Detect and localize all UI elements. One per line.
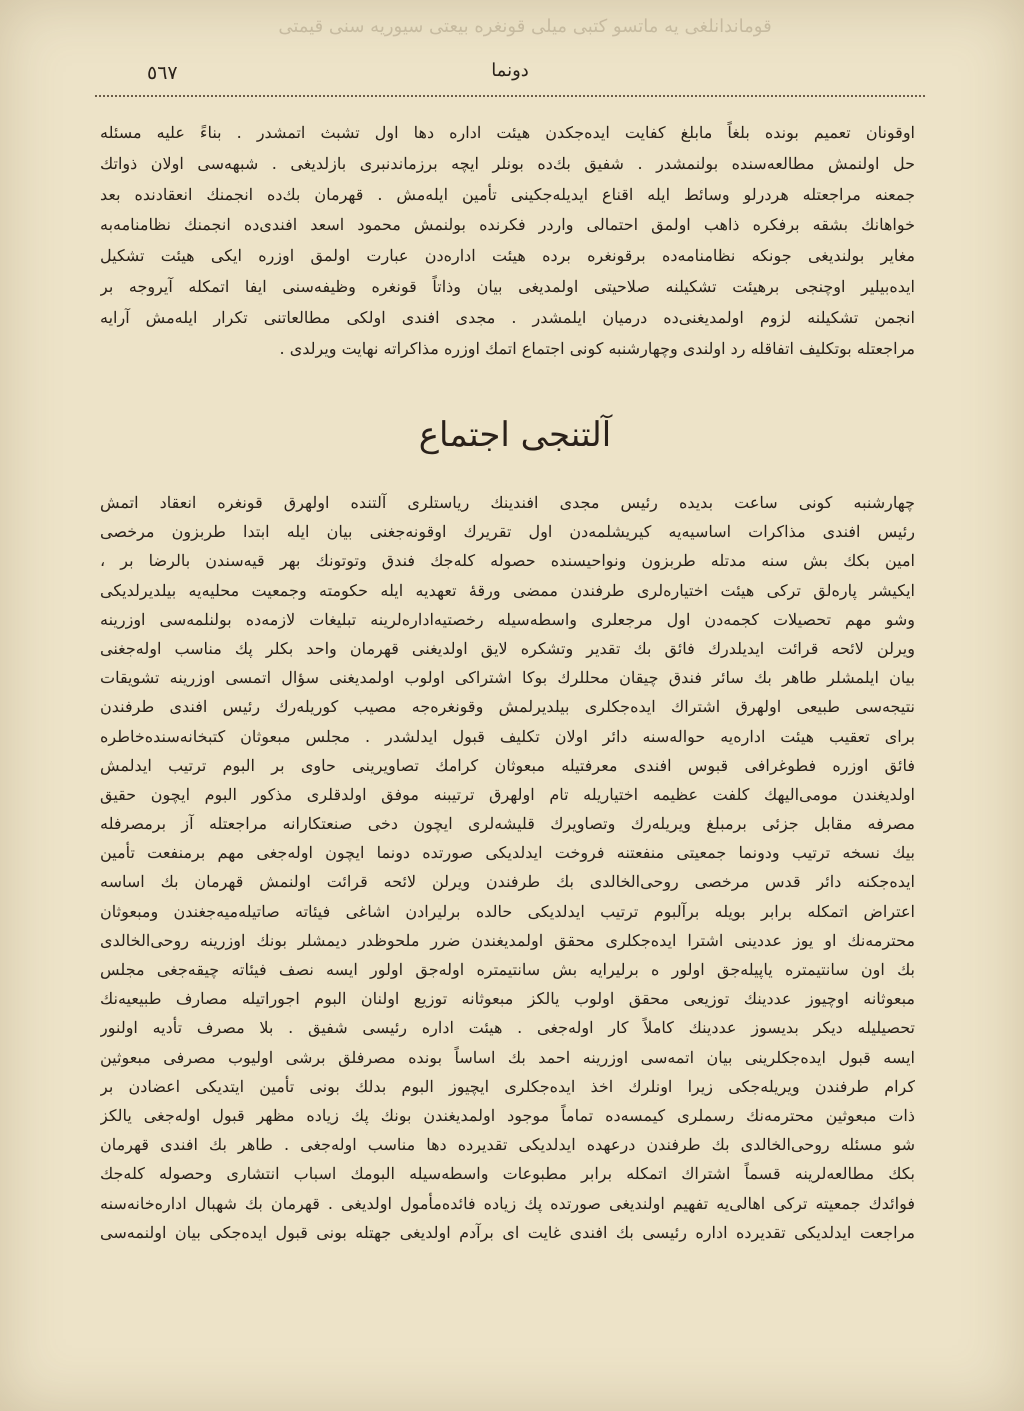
text-line: بیان ایلمشلر طاهر بك سائر فندق چیقان محللرك بوکا اشتراکی اولوب اولمدیغنی سؤال اتمسی اوزرینه تشویقات: [100, 668, 915, 688]
text-line: انجمن تشکیلنه لزوم اولمدیغنی‌ده درمیان ایلمشدر . مجدی افندی اولکی مطالعاتنی تکرار ایله‌مش آرایه: [100, 307, 915, 327]
text-line: چهارشنبه کونی ساعت بدیده رئیس مجدی افندینك ریاستلری آلتنده اولهرق قونغره انعقاد اتمش: [100, 493, 915, 512]
text-line: مراجعتله بوتکلیف اتفاقله رد اولندی وچهارشنبه کونی اجتماع اتمك اوزره مذاکراته نهایت ویرلدی .: [279, 338, 915, 358]
text-line: محترمه‌نك او یوز عددینی اشترا ایده‌جکلری محقق اولمدیغندن ضرر ملحوظدر دیمشلر بونك اوزرینه روحی‌الخالدی: [100, 930, 915, 950]
text-line: مصرفه مقابل جزئی برمبلغ ویریله‌رك وتصاویرك قلیشه‌لری ایچون دخی صنعتکارانه مراجعتله آز برمصرفله: [100, 814, 915, 834]
text-line: ذات مبعوثین محترمه‌نك رسملری کیمسه‌ده تماماً موجود اولمدیغندن بونك پك زیاده مظهر قبول اوله‌جغی یالکز: [100, 1105, 915, 1125]
text-line: خواهانك بشقه برفکره ذاهب اولمق احتمالی واردر فکرنده بولنمش محمود اسعد افندی‌ده انجمنك نظامنامه‌به: [100, 215, 915, 235]
text-line: اولدیغندن مومی‌الیهك کلفت عظیمه اختیاریله تام اولهرق ترتیبنه موفق اولدقلری مذکور البوم ایچون حقیق: [100, 784, 915, 804]
text-line: بیك نسخه ترتیب ودونما جمعیتی منفعتنه فروخت ایدلدیکی صورتده دونما ایچون اوله‌جغی مهم برمنفعت تأمین: [100, 843, 915, 863]
text-line: شو مسئله روحی‌الخالدی بك طرفندن درعهده ایدلدیکی تقدیرده دها مناسب اوله‌جغی . طاهر بك افندی قهرمان: [100, 1135, 915, 1155]
text-line: ایده‌بیلیر اوچنجی برهیئت تشکیلنه صلاحیتی اولمدیغی بیان وذاتاً قونغره وظیفه‌سنی ایفا اتمکله آیروجه بر: [100, 276, 915, 296]
text-line: حل اولنمش مطالعه‌سنده بولنمشدر . شفیق بك‌ده بونلر ایچه برزماندنبری بازلدیغی . شبهه‌سی اولان ذواتك: [100, 153, 915, 173]
text-line: کرام طرفندن ویریله‌جکی زیرا اونلرك اخذ ایده‌جکلری ایچیوز البوم بدلك بونی تأمین ایتدیکی اعضادن بر: [100, 1076, 915, 1096]
text-line: برای تعقیب هیئت اداره‌یه حواله‌سنه دائر اولان تکلیف قبول ایدلشدر . مجلس مبعوثان کتبخانه‌سنده‌خاطره: [100, 726, 915, 746]
text-line: رئیس افندی مذاکرات اساسیه‌یه کیریشلمه‌دن اول تقریرك اوقونه‌جغنی بیان ایله ابتدا طربزون مرخصی: [100, 522, 915, 542]
text-line: نتیجه‌سی طبیعی اولهرق اشتراك ایده‌جکلری بیلدیرلمش وقونغره‌جه مصیب کوریله‌رك رئیس افندی طرفندن: [100, 697, 915, 717]
text-line: مبعوثانه اوچیوز عددینك توزیعی محقق اولوب یالکز مبعوثانه توزیع اولنان البوم اجوراتیله مصارف طبیعیه‌نك: [100, 989, 915, 1009]
text-line: بك اون سانتیمتره یاپیله‌جق اولور ه برلیرایه بش سانتیمتره اوله‌جق اولور ایسه نصف فیئاته چیقه‌جغی مجلس: [100, 960, 915, 979]
text-line: ایده‌جکنه دائر قدس مرخصی روحی‌الخالدی بك طرفندن ویرلن لائحه قرائت اولنمش قهرمان بك اساسه: [100, 872, 915, 892]
header-divider: [95, 95, 925, 97]
text-line: تحصیلیله دیکر بدیسوز عددینك کاملاً کار اوله‌جغی . هیئت اداره رئیسی شفیق . بلا مصرف تأدیه اولنور: [100, 1018, 915, 1038]
text-line: وشو مهم تحصیلات کجمه‌دن اول مرجعلری واسطه‌سیله رخصتیه‌اداره‌لرینه تبلیغات لازمه‌ده بولنلمه‌سی اوزرینه: [100, 609, 915, 629]
running-title: دونما: [491, 60, 529, 81]
text-line: ایکیشر پاره‌لق ترکی هیئت اختیاره‌لری طرفندن ممضی ورقهٔ تعهدیه ایله حکومته وجمعیت محلیه‌یه بیلدیرلدیکی: [100, 580, 915, 600]
text-line: اوقونان تعمیم بونده بلغاً مابلغ کفایت ایده‌جکدن هیئت اداره دها اول تشبث اتمشدر . بناءً علیه مسئله: [100, 123, 915, 142]
text-line: امین بکك بش سنه مدتله طربزون ونواحیسنده حصوله کله‌جك فندق وتوتونك بهر قیه‌سندن بالرضا بر ،: [100, 551, 915, 571]
bleed-through-text: قوماندانلغی یه ماتسو کتبی میلی قونغره بیعتی سیوریه سنی قیمتی: [278, 16, 772, 37]
text-line: اعتراض اتمکله برابر بویله برآلبوم ترتیب ایدلدیکی حالده برلیرادن اشاغی فیئاته صاتیله‌میه‌جغندن ومبعوثان: [100, 901, 915, 921]
text-line: مغایر بولندیغی جونکه نظامنامه‌ده برقونغره برده هیئت اداره‌دن عبارت اولمق اوزره ایکی هیئت تشکیل: [100, 246, 915, 266]
page-number: ٥٦٧: [147, 62, 178, 84]
section-heading: آلتنجی اجتماع: [418, 415, 612, 455]
paragraph-previous-meeting: [100, 118, 915, 364]
text-line: بکك مطالعه‌لرینه قسماً اشتراك اتمکله برابر مطبوعات واسطه‌سیله البومك اسباب انتشاری وحصوله کله‌جك: [100, 1164, 915, 1184]
text-line: جمعنه مراجعتله هردرلو وسائط ایله اقناع ایدیله‌جکینی تأمین ایله‌مش . قهرمان بك‌ده انجمنك انعقادنده بعد: [100, 184, 915, 204]
text-line: مراجعت ایدلدیکی تقدیرده اداره رئیسی بك افندی غایت ای برآدم اولدیغی جهتله بونی قبول ایده‌جکی بیان اولنمه‌سی: [100, 1222, 915, 1242]
text-line: فوائدك جمعیته ترکی اهالی‌یه تفهیم اولندیغی صورتده پك زیاده فائده‌مأمول اولدیغی . قهرمان بك شهبال اداره‌خانه‌سنه: [100, 1193, 915, 1213]
text-line: فائق اوزره فطوغرافی قبوس افندی معرفتیله مبعوثان کرامك تصاویرینی حاوی بر البوم ترتیب ایدلمش: [100, 755, 915, 775]
paragraph-sixth-meeting: [100, 488, 915, 1247]
page-header: [95, 60, 925, 92]
text-line: ویرلن لائحه قرائت ایدیلدرك فائق بك تقدیر وتشکره لایق اولدیغنی قهرمان واحد بکلر پك مناسب اوله‌جغنی: [100, 638, 915, 658]
text-line: ایسه قبول ایده‌جکلرینی بیان اتمه‌سی اوزرینه احمد بك اساساً بونده مصرفلق برشی اولیوب مصرفی مبعوثین: [100, 1047, 915, 1067]
